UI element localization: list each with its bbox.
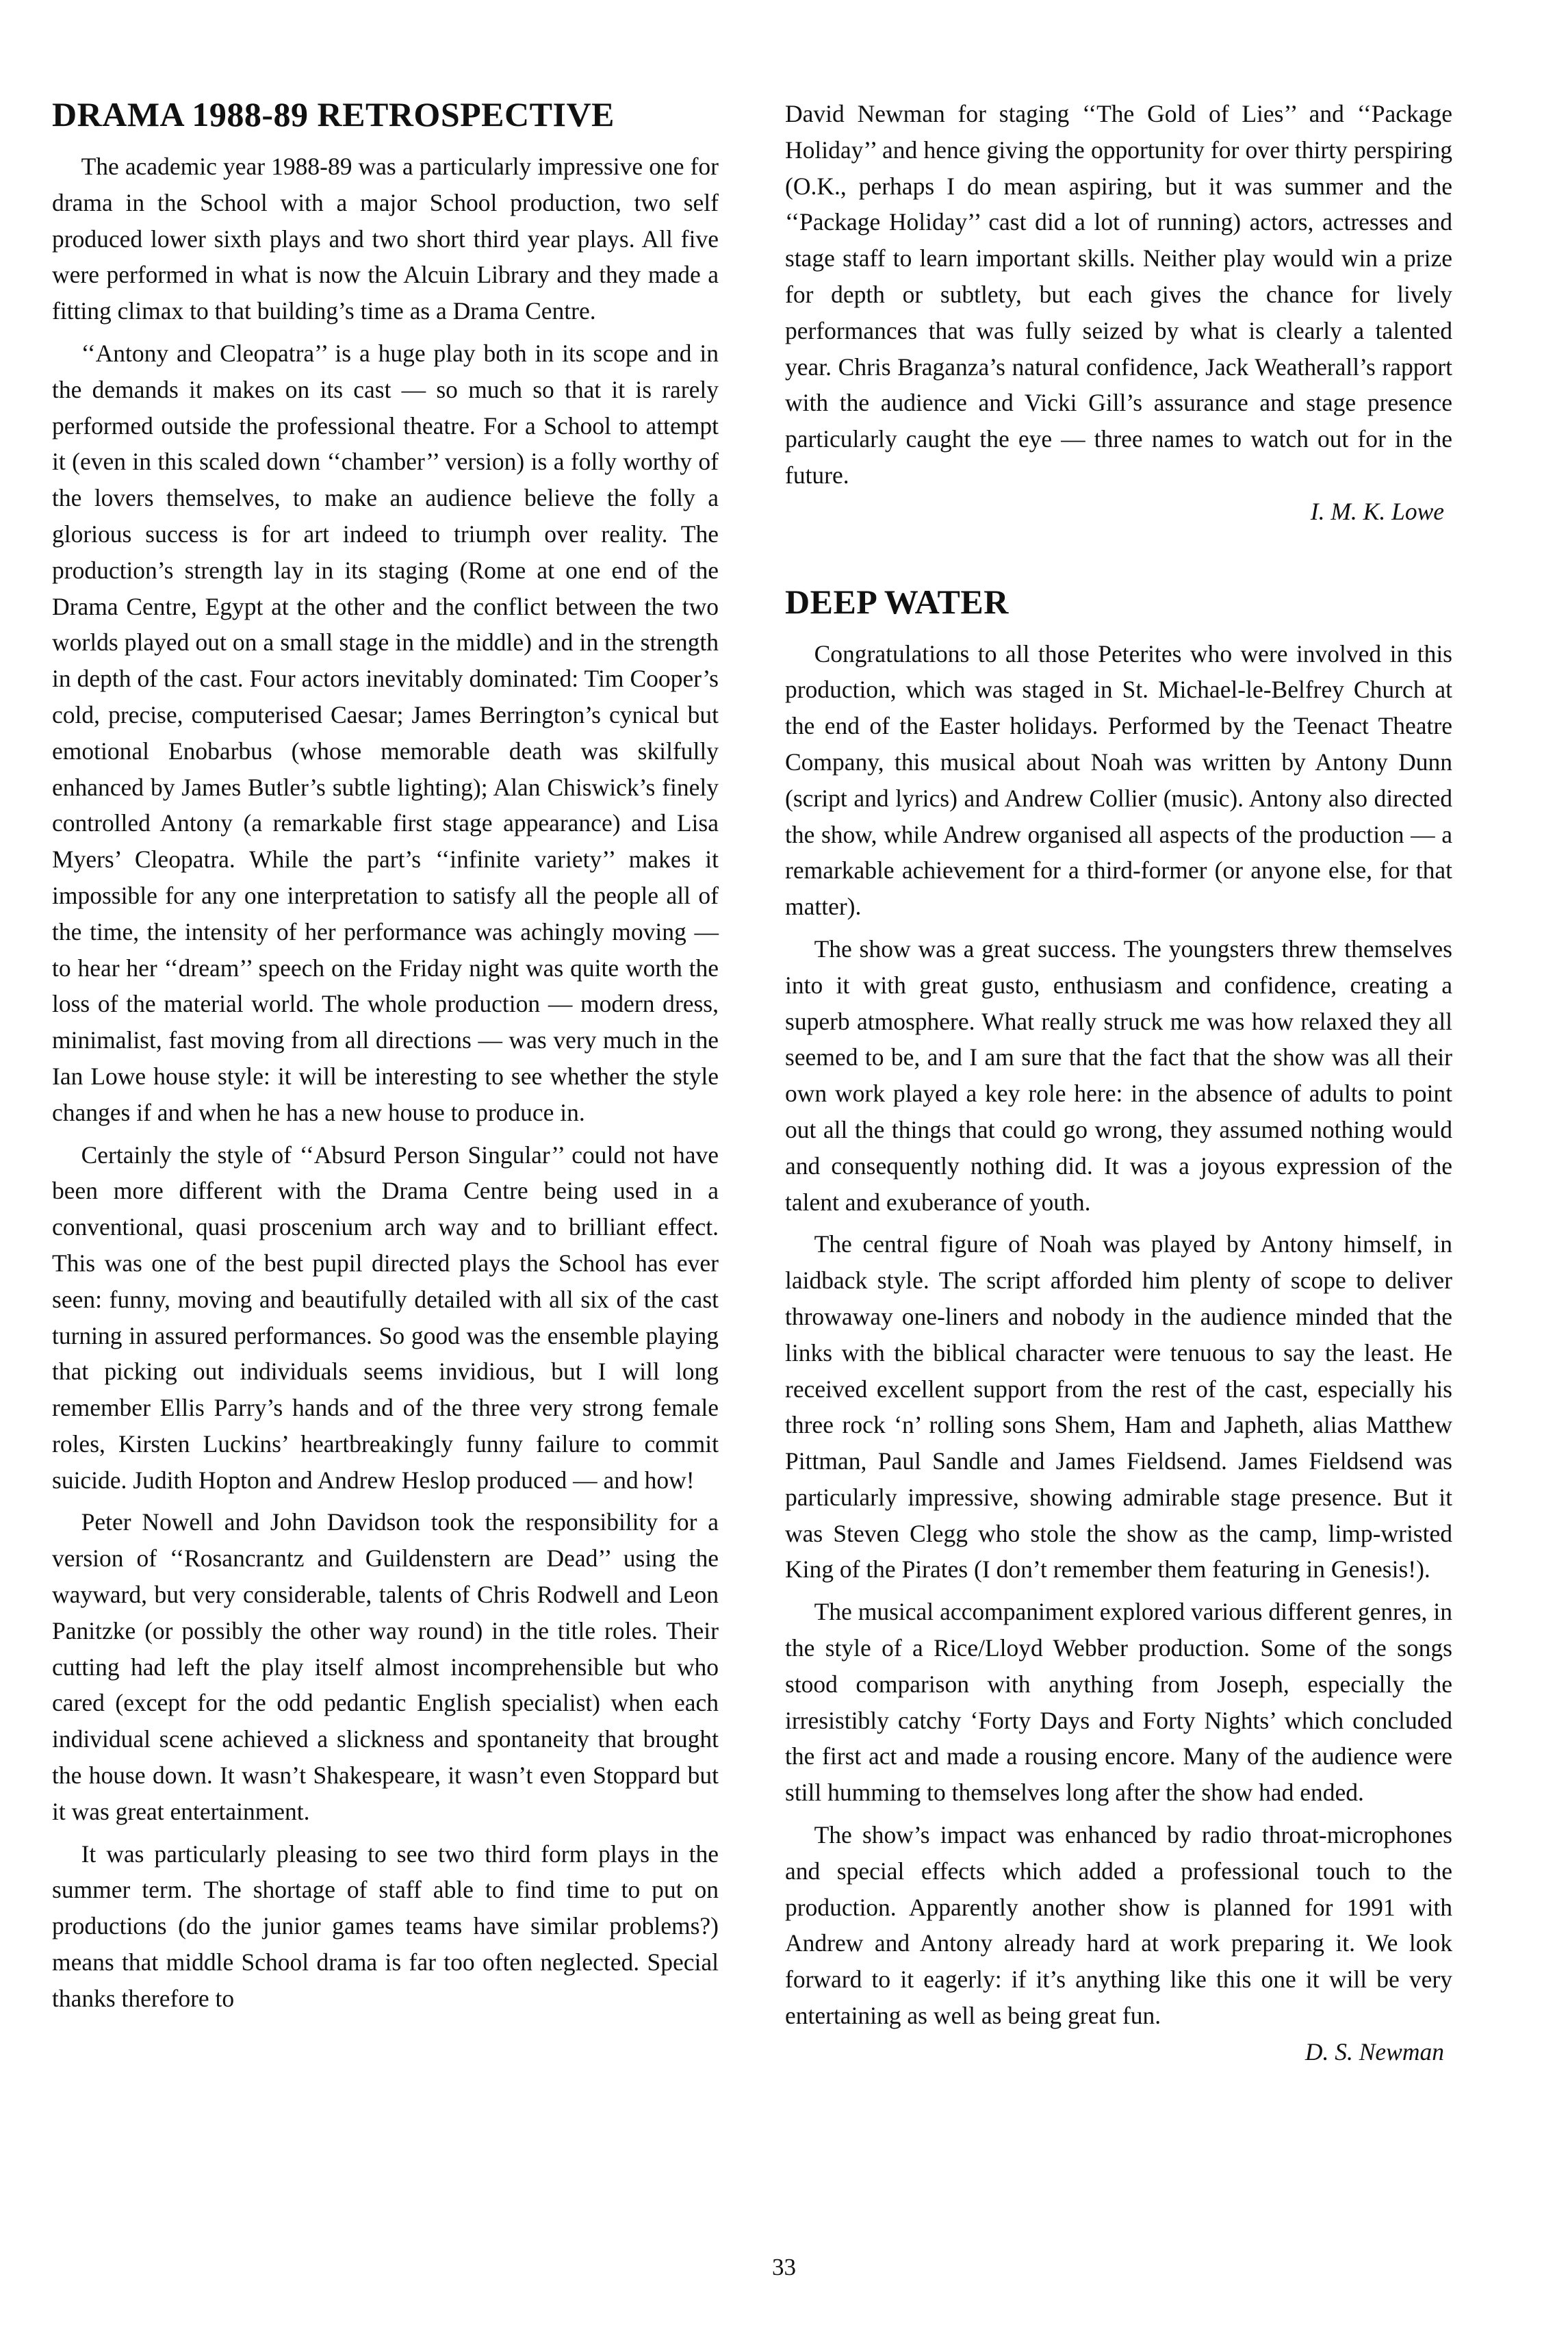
article-paragraph: The central figure of Noah was played by Antony himself, in laidback style. The script afforded him plenty of scope to deliver throwaway one-liners and nobody in the audience minded that the links with the biblical character were tenuous to say the least. He received excellent support from the rest of the cast, especially his three rock ‘n’ rolling sons Shem, Ham and Japheth, alias Matthew Pittman, Paul Sandle and James Fieldsend. James Fieldsend was particularly impressive, showing admirable stage presence. But it was Steven Clegg who stole the show as the camp, limp-wristed King of the Pirates (I don’t remember them featuring in Genesis!).	[785, 1230, 1452, 1584]
drama-signature: I. M. K. Lowe	[1310, 497, 1444, 525]
article-paragraph: Certainly the style of ‘‘Absurd Person Singular’’ could not have been more different with the Drama Centre being used in a conventional, quasi proscenium arch way and to brilliant effect. This was one of the best pupil directed plays the School has ever seen: funny, moving and beautifully detailed with all six of the cast turning in assured performances. So good was the ensemble playing that picking out individuals seems invidious, but I will long remember Ellis Parry’s hands and of the three very strong female roles, Kirsten Luckins’ heartbreakingly funny failure to commit suicide. Judith Hopton and Andrew Heslop produced — and how!	[52, 1141, 719, 1494]
article-paragraph: The academic year 1988-89 was a particularly impressive one for drama in the School with a major School production, two self produced lower sixth plays and two short third year plays. All five were performed in what is now the Alcuin Library and they made a fitting climax to that building’s time as a Drama Centre.	[52, 153, 719, 325]
article-paragraph: It was particularly pleasing to see two third form plays in the summer term. The shortage of staff able to find time to put on productions (do the junior games teams have similar problems?) means that middle School drama is far too often neglected. Special thanks therefore to	[52, 1840, 719, 2012]
deep-water-title: DEEP WATER	[785, 582, 1009, 621]
deep-water-signature: D. S. Newman	[1304, 2037, 1444, 2065]
article-paragraph: Congratulations to all those Peterites who were involved in this production, which was staged in St. Michael-le-Belfrey Church at the end of the Easter holidays. Performed by the Teenact Theatre Company, this musical about Noah was written by Antony Dunn (script and lyrics) and Andrew Collier (music). Antony also directed the show, while Andrew organised all aspects of the production — a remarkable achievement for a third-former (or anyone else, for that matter).	[785, 639, 1452, 921]
article-paragraph: The show’s impact was enhanced by radio throat-microphones and special effects which added a professional touch to the production. Apparently another show is planned for 1991 with Andrew and Antony already hard at work preparing it. We look forward to it eagerly: if it’s anything like this one it will be very entertaining as well as being great fun.	[785, 1821, 1452, 2030]
article-paragraph: The show was a great success. The youngsters threw themselves into it with great gusto, enthusiasm and confidence, creating a superb atmosphere. What really struck me was how relaxed they all seemed to be, and I am sure that the fact that the show was all their own work played a key role here: in the absence of adults to point out all the things that could go wrong, they assumed nothing would and consequently nothing did. It was a joyous expression of the talent and exuberance of youth.	[785, 934, 1452, 1216]
article-paragraph-continued: David Newman for staging ‘‘The Gold of Lies’’ and ‘‘Package Holiday’’ and hence giving the opportunity for over thirty perspiring (O.K., perhaps I do mean aspiring, but it was summer and the ‘‘Package Holiday’’ cast did a lot of running) actors, actresses and stage staff to learn important skills. Neither play would win a prize for depth or subtlety, but each gives the chance for lively performances that was fully seized by what is clearly a talented year. Chris Braganza’s natural confidence, Jack Weatherall’s rapport with the audience and Vicki Gill’s assurance and stage presence particularly caught the eye — three names to watch out for in the future.	[785, 100, 1452, 489]
article-paragraph: Peter Nowell and John Davidson took the responsibility for a version of ‘‘Rosancrantz and Guildenstern are Dead’’ using the wayward, but very considerable, talents of Chris Rodwell and Leon Panitzke (or possibly the other way round) in the title roles. Their cutting had left the play itself almost incomprehensible but who cared (except for the odd pedantic English specialist) when each individual scene achieved a slickness and spontaneity that brought the house down. It wasn’t Shakespeare, it wasn’t even Stoppard but it was great entertainment.	[52, 1508, 719, 1825]
left-column	[52, 96, 719, 2017]
article-paragraph: ‘‘Antony and Cleopatra’’ is a huge play both in its scope and in the demands it makes on its cast — so much so that it is rarely performed outside the professional theatre. For a School to attempt it (even in this scaled down ‘‘chamber’’ version) is a folly worthy of the lovers themselves, to make an audience believe the folly a glorious success is for art indeed to triumph over reality. The production’s strength lay in its staging (Rome at one end of the Drama Centre, Egypt at the other and the conflict between the two worlds played out on a small stage in the middle) and in the strength in depth of the cast. Four actors inevitably dominated: Tim Cooper’s cold, precise, computerised Caesar; James Berrington’s cynical but emotional Enobarbus (whose memorable death was skilfully enhanced by James Butler’s subtle lighting); Alan Chiswick’s finely controlled Antony (a remarkable first stage appearance) and Lisa Myers’ Cleopatra. While the part’s ‘‘infinite variety’’ makes it impossible for any one interpretation to satisfy all the people all of the time, the intensity of her performance was achingly moving — to hear her ‘‘dream’’ speech on the Friday night was quite worth the loss of the material world. The whole production — modern dress, minimalist, fast moving from all directions — was very much in the Ian Lowe house style: it will be interesting to see whether the style changes if and when he has a new house to produce in.	[52, 339, 719, 1126]
article-paragraph: The musical accompaniment explored various different genres, in the style of a Rice/Lloyd Webber production. Some of the songs stood comparison with anything from Joseph, especially the irresistibly catchy ‘Forty Days and Forty Nights’ which concluded the first act and made a rousing encore. Many of the audience were still humming to themselves long after the show had ended.	[785, 1598, 1452, 1807]
page-number: 33	[772, 2254, 796, 2280]
right-column	[785, 96, 1452, 2070]
drama-retrospective-title: DRAMA 1988-89 RETROSPECTIVE	[52, 95, 615, 133]
